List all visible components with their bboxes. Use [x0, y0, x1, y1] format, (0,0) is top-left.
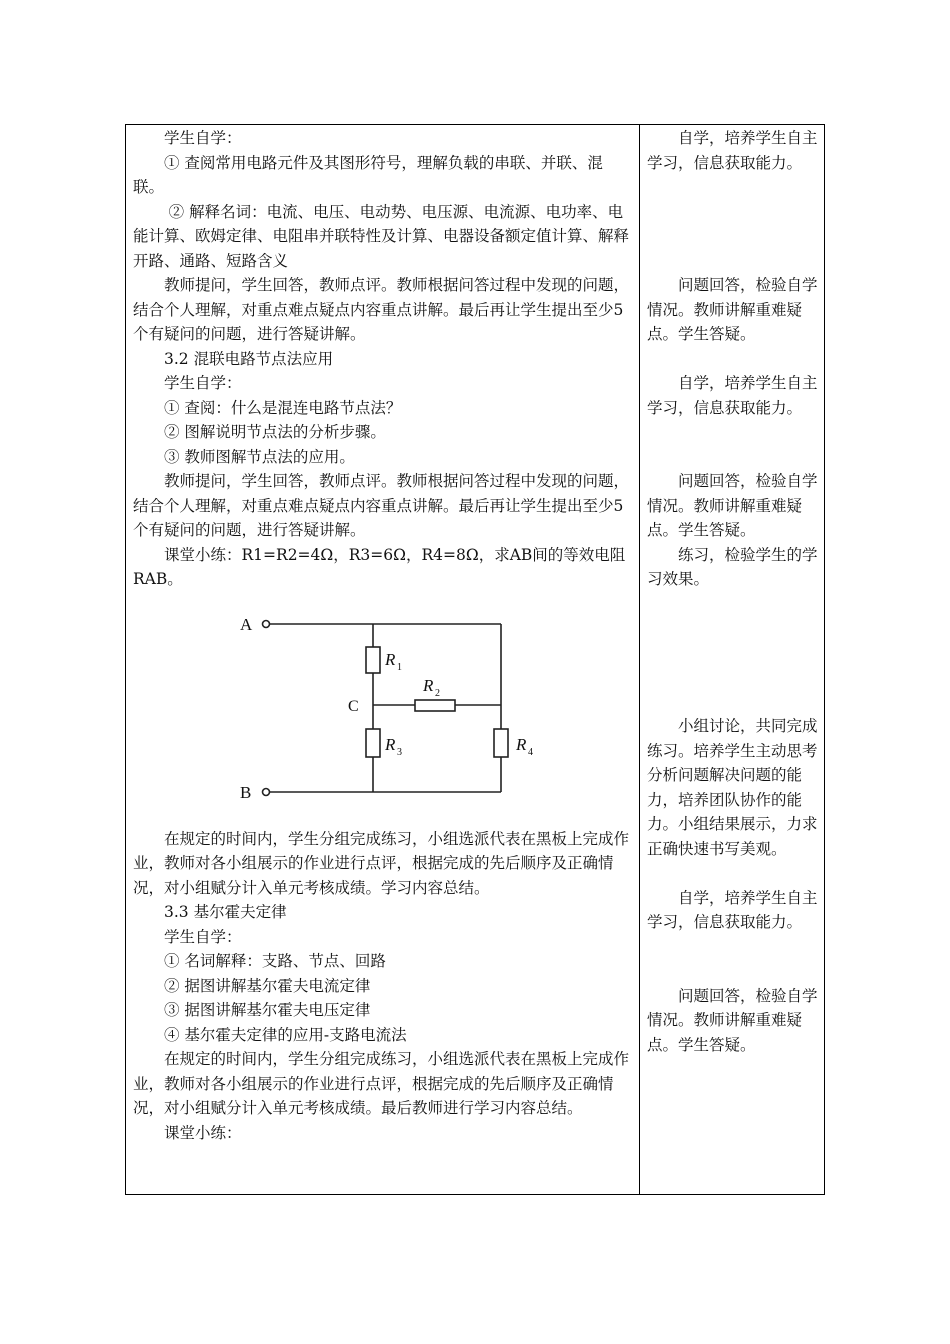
label-r3-sub: 3 — [397, 746, 402, 758]
kirchhoff-item-2: ② 据图讲解基尔霍夫电流定律 — [164, 976, 371, 995]
self-study-label-3: 学生自学： — [164, 927, 242, 946]
label-b: B — [240, 782, 252, 802]
label-a: A — [240, 614, 253, 634]
lesson-table — [125, 124, 825, 1195]
label-r2: R — [423, 675, 434, 695]
intent-qa-2: 问题回答，检验自学情况。教师讲解重难疑点。学生答疑。 — [647, 472, 818, 539]
label-r1-sub: 1 — [397, 661, 402, 673]
self-study-item-2: ② 解释名词：电流、电压、电动势、电压源、电流源、电功率、电能计算、欧姆定律、电阻串并联特性及计算、电器设备额定值计算、解释开路、通路、短路含义 — [133, 202, 630, 270]
self-study-label: 学生自学： — [164, 129, 242, 147]
exercise-label: 课堂小练： — [164, 1123, 242, 1142]
resistor-r1 — [366, 647, 380, 673]
section-heading-3-2: 3.2 混联电路节点法应用 — [164, 349, 334, 368]
circuit-svg — [133, 592, 633, 827]
teacher-qa-paragraph: 教师提问，学生回答，教师点评。教师根据问答过程中发现的问题，结合个人理解，对重点难点疑点内容重点讲解。最后再让学生提出至少5个有疑问的问题，进行答疑讲解。 — [133, 276, 630, 343]
intent-qa-3: 问题回答，检验自学情况。教师讲解重难疑点。学生答疑。 — [647, 986, 818, 1054]
exercise-prompt: 课堂小练：R1=R2=4Ω，R3=6Ω，R4=8Ω，求AB间的等效电阻RAB。 — [133, 545, 626, 588]
circuit-diagram — [133, 592, 633, 827]
design-intent-column — [647, 126, 819, 1057]
group-work-paragraph-2: 在规定的时间内，学生分组完成练习，小组选派代表在黑板上完成作业，教师对各小组展示的作业进行点评，根据完成的先后顺序及正确情况，对小组赋分计入单元考核成绩。最后教师进行学习内容总结。 — [133, 1050, 630, 1117]
terminal-b — [263, 788, 270, 795]
label-r4-sub: 4 — [528, 746, 533, 758]
node-method-item-1: ① 查阅：什么是混连电路节点法？ — [164, 398, 402, 417]
node-method-item-2: ② 图解说明节点法的分析步骤。 — [164, 423, 386, 441]
resistor-r4 — [494, 729, 508, 757]
kirchhoff-item-1: ① 名词解释：支路、节点、回路 — [164, 952, 386, 970]
label-r1: R — [385, 649, 396, 669]
label-r4: R — [516, 734, 527, 754]
label-c: C — [348, 697, 359, 715]
node-method-item-3: ③ 教师图解节点法的应用。 — [164, 447, 355, 466]
resistor-r2 — [415, 700, 455, 711]
column-divider — [639, 125, 640, 1194]
intent-qa-1: 问题回答，检验自学情况。教师讲解重难疑点。学生答疑。 — [647, 276, 818, 343]
section-heading-3-3: 3.3 基尔霍夫定律 — [164, 903, 287, 921]
intent-self-study-2: 自学，培养学生自主学习，信息获取能力。 — [647, 374, 818, 417]
label-r2-sub: 2 — [435, 687, 440, 699]
intent-group-work: 小组讨论，共同完成练习。培养学生主动思考分析问题解决问题的能力，培养团队协作的能力。小组结果展示，力求正确快速书写美观。 — [647, 717, 818, 858]
resistor-r3 — [366, 729, 380, 757]
kirchhoff-item-4: ④ 基尔霍夫定律的应用-支路电流法 — [164, 1025, 407, 1044]
self-study-item-1: ① 查阅常用电路元件及其图形符号，理解负载的串联、并联、混联。 — [133, 153, 603, 196]
label-r3: R — [385, 734, 396, 754]
self-study-label-2: 学生自学： — [164, 374, 242, 392]
teacher-qa-paragraph-2: 教师提问，学生回答，教师点评。教师根据问答过程中发现的问题，结合个人理解，对重点难点疑点内容重点讲解。最后再让学生提出至少5个有疑问的问题，进行答疑讲解。 — [133, 472, 630, 539]
intent-self-study-1: 自学，培养学生自主学习，信息获取能力。 — [647, 129, 818, 172]
intent-exercise: 练习，检验学生的学习效果。 — [647, 545, 818, 588]
teaching-content-column — [133, 126, 633, 1145]
kirchhoff-item-3: ③ 据图讲解基尔霍夫电压定律 — [164, 1001, 371, 1019]
group-work-paragraph: 在规定的时间内，学生分组完成练习，小组选派代表在黑板上完成作业，教师对各小组展示的作业进行点评，根据完成的先后顺序及正确情况，对小组赋分计入单元考核成绩。学习内容总结。 — [133, 829, 630, 897]
terminal-a — [263, 620, 270, 627]
intent-self-study-3: 自学，培养学生自主学习，信息获取能力。 — [647, 888, 818, 931]
